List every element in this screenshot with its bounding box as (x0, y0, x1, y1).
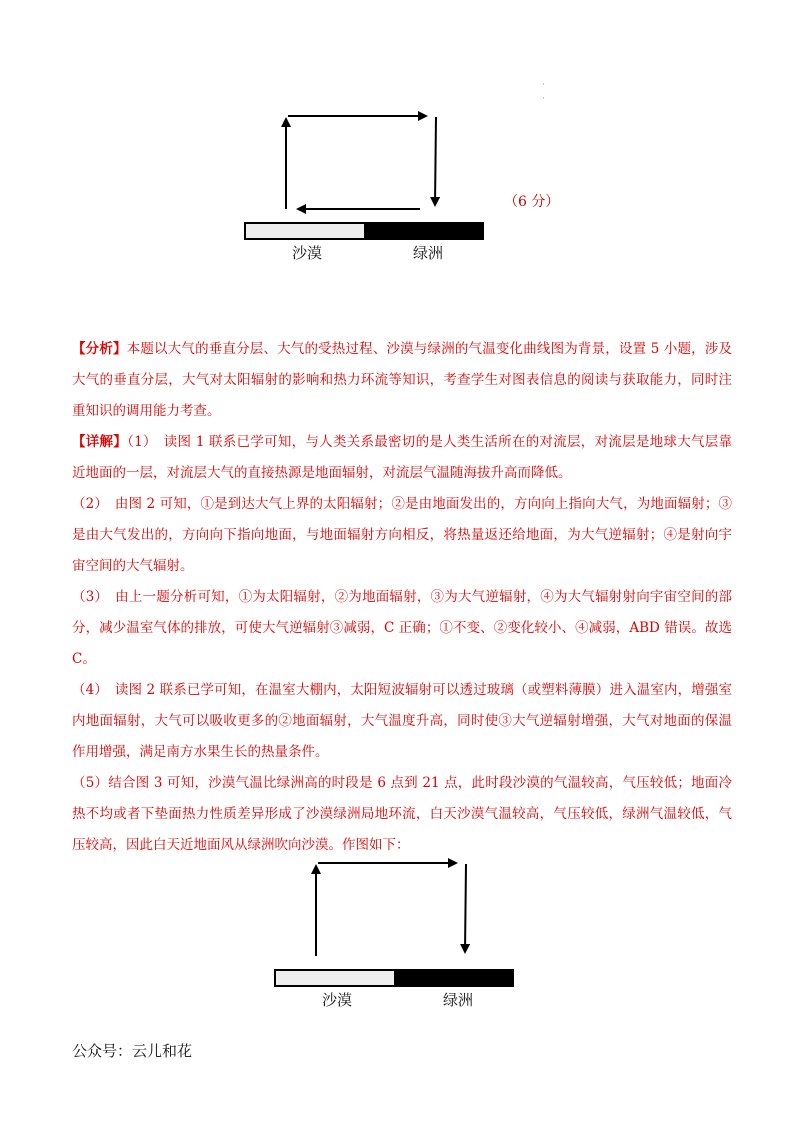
analysis-section (72, 334, 732, 861)
desert-label: 沙漠 (322, 991, 353, 1009)
stray-marks: · · (542, 80, 545, 104)
detail-tag: 【详解】 (72, 434, 128, 450)
circulation-figure-top (240, 105, 490, 262)
downward-arrow (435, 117, 436, 205)
detail-paragraph-3: （3） 由上一题分析可知，①为太阳辐射，②为地面辐射，③为大气逆辐射，④为大气辐射射向宇宙空间的部分，减少温室气体的排放，可使大气逆辐射③减弱，C 正确；①不变、②变化较小、④减弱，ABD 错误。故选 C。 (72, 589, 732, 667)
circulation-diagram-bottom (270, 852, 520, 992)
desert-label: 沙漠 (292, 244, 323, 262)
analysis-paragraph (72, 334, 732, 427)
footer-text: 公众号：云儿和花 (72, 1042, 193, 1060)
detail-paragraph-5: （5）结合图 3 可知，沙漠气温比绿洲高的时段是 6 点到 21 点，此时段沙漠的气温较高，气压较低；地面冷热不均或者下垫面热力性质差异形成了沙漠绿洲局地环流，白天沙漠气温较高，气压较低，绿洲气温较低，气压较高，因此白天近地面风从绿洲吹向沙漠。作图如下： (72, 775, 732, 853)
desert-bar (245, 223, 365, 239)
detail-paragraph-2: （2） 由图 2 可知，①是到达大气上界的太阳辐射；②是由地面发出的，方向向上指向大气，为地面辐射；③是由大气发出的，方向向下指向地面，与地面辐射方向相反，将热量返还给地面，为大气逆辐射；④是射向宇宙空间的大气辐射。 (72, 496, 732, 574)
oasis-label: 绿洲 (443, 991, 474, 1009)
detail-text-1: （1） 读图 1 联系已学可知，与人类关系最密切的是人类生活所在的对流层，对流层是地球大气层靠近地面的一层，对流层大气的直接热源是地面辐射，对流层气温随海拔升高而降低。 (72, 434, 733, 481)
oasis-bar (365, 223, 483, 239)
analysis-text: 本题以大气的垂直分层、大气的受热过程、沙漠与绿洲的气温变化曲线图为背景，设置 5 小题，涉及大气的垂直分层，大气对太阳辐射的影响和热力环流等知识，考查学生对图表信息的阅读与获取能力，同时注重知识的调用能力考查。 (72, 341, 733, 419)
circulation-diagram-top (240, 105, 490, 245)
analysis-tag: 【分析】 (72, 341, 127, 357)
detail-paragraph-4: （4） 读图 2 联系已学可知，在温室大棚内，太阳短波辐射可以透过玻璃（或塑料薄膜）进入温室内，增强室内地面辐射，大气可以吸收更多的②地面辐射，大气温度升高，同时使③大气逆辐射增强，大气对地面的保温作用增强，满足南方水果生长的热量条件。 (72, 682, 732, 760)
circulation-figure-bottom (270, 852, 520, 1009)
oasis-bar (395, 970, 513, 986)
score-label: （6 分） (504, 194, 560, 210)
oasis-label: 绿洲 (413, 244, 444, 262)
detail-paragraph-1 (72, 427, 732, 489)
desert-bar (275, 970, 395, 986)
downward-arrow (465, 864, 466, 952)
